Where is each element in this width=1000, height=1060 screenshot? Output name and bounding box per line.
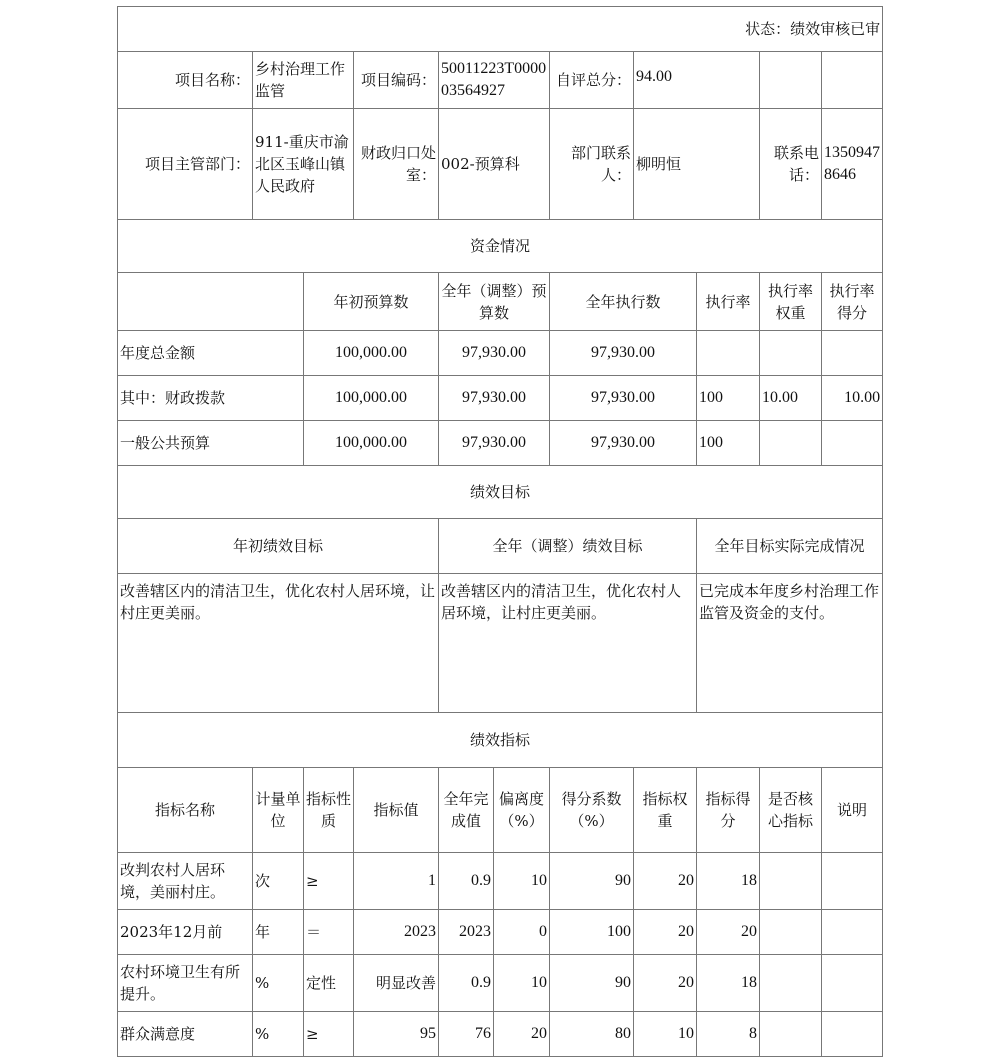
indicator-nature: ≥ — [304, 853, 354, 910]
project-name-value: 乡村治理工作监管 — [253, 52, 354, 109]
funds-row-label: 一般公共预算 — [118, 421, 304, 466]
indicator-score: 18 — [697, 955, 760, 1012]
goals-actual-text: 已完成本年度乡村治理工作监管及资金的支付。 — [697, 574, 883, 713]
indicators-section-title: 绩效指标 — [118, 713, 883, 768]
indicator-header-score: 指标得分 — [697, 768, 760, 853]
funds-row — [118, 331, 883, 376]
indicators-header-row — [118, 768, 883, 853]
funds-adjusted-value: 97,930.00 — [439, 421, 550, 466]
funds-header-initial: 年初预算数 — [304, 273, 439, 331]
indicator-weight: 10 — [634, 1012, 697, 1057]
indicator-weight: 20 — [634, 853, 697, 910]
funds-adjusted-value: 97,930.00 — [439, 331, 550, 376]
indicator-actual: 2023 — [439, 910, 494, 955]
indicator-header-unit: 计量单位 — [253, 768, 304, 853]
funds-executed-value: 97,930.00 — [550, 376, 697, 421]
goals-adjusted-header: 全年（调整）绩效目标 — [439, 519, 697, 574]
funds-header-blank — [118, 273, 304, 331]
funds-section-title: 资金情况 — [118, 220, 883, 273]
indicator-core — [760, 853, 822, 910]
self-score-value: 94.00 — [634, 52, 760, 109]
indicator-actual: 0.9 — [439, 955, 494, 1012]
indicator-row — [118, 853, 883, 910]
funds-score-value: 10.00 — [822, 376, 883, 421]
indicator-target: 明显改善 — [354, 955, 439, 1012]
funds-executed-value: 97,930.00 — [550, 421, 697, 466]
indicator-header-deviation: 偏离度（%） — [494, 768, 550, 853]
funds-score-value — [822, 421, 883, 466]
indicator-name: 群众满意度 — [118, 1012, 253, 1057]
department-row — [118, 109, 883, 220]
indicator-deviation: 0 — [494, 910, 550, 955]
self-score-label: 自评总分： — [550, 52, 634, 109]
indicator-coefficient: 100 — [550, 910, 634, 955]
funds-score-value — [822, 331, 883, 376]
contact-value: 柳明恒 — [634, 109, 760, 220]
indicator-unit: % — [253, 955, 304, 1012]
project-info-row — [118, 52, 883, 109]
indicator-target: 1 — [354, 853, 439, 910]
indicator-score: 8 — [697, 1012, 760, 1057]
phone-label: 联系电话： — [760, 109, 822, 220]
funds-header-rate: 执行率 — [697, 273, 760, 331]
funds-rate-value: 100 — [697, 421, 760, 466]
goals-section-title: 绩效目标 — [118, 466, 883, 519]
indicator-row — [118, 1012, 883, 1057]
indicator-header-nature: 指标性质 — [304, 768, 354, 853]
goals-initial-header: 年初绩效目标 — [118, 519, 439, 574]
empty-cell — [760, 52, 822, 109]
indicator-coefficient: 90 — [550, 955, 634, 1012]
funds-weight-value — [760, 421, 822, 466]
indicator-row — [118, 955, 883, 1012]
indicator-deviation: 20 — [494, 1012, 550, 1057]
indicator-header-coefficient: 得分系数（%） — [550, 768, 634, 853]
indicators-section-row — [118, 713, 883, 768]
funds-header-weight: 执行率权重 — [760, 273, 822, 331]
indicator-target: 95 — [354, 1012, 439, 1057]
empty-cell — [822, 52, 883, 109]
indicator-header-actual: 全年完成值 — [439, 768, 494, 853]
funds-row-label: 其中：财政拨款 — [118, 376, 304, 421]
goals-content-row — [118, 574, 883, 713]
project-code-label: 项目编码： — [354, 52, 439, 109]
indicator-nature: 定性 — [304, 955, 354, 1012]
indicator-name: 2023年12月前 — [118, 910, 253, 955]
contact-label: 部门联系人： — [550, 109, 634, 220]
goals-initial-text: 改善辖区内的清洁卫生，优化农村人居环境，让村庄更美丽。 — [118, 574, 439, 713]
dept-label: 项目主管部门： — [118, 109, 253, 220]
indicator-unit: % — [253, 1012, 304, 1057]
indicator-note — [822, 910, 883, 955]
indicator-note — [822, 955, 883, 1012]
funds-header-row — [118, 273, 883, 331]
indicator-core — [760, 955, 822, 1012]
indicator-header-core: 是否核心指标 — [760, 768, 822, 853]
dept-value: 911-重庆市渝北区玉峰山镇人民政府 — [253, 109, 354, 220]
performance-form-table — [117, 6, 883, 1057]
funds-header-executed: 全年执行数 — [550, 273, 697, 331]
project-name-label: 项目名称： — [118, 52, 253, 109]
indicator-core — [760, 1012, 822, 1057]
goals-section-row — [118, 466, 883, 519]
indicator-weight: 20 — [634, 910, 697, 955]
funds-header-score: 执行率得分 — [822, 273, 883, 331]
funds-initial-value: 100,000.00 — [304, 376, 439, 421]
indicator-row — [118, 910, 883, 955]
indicator-note — [822, 853, 883, 910]
indicator-target: 2023 — [354, 910, 439, 955]
indicator-unit: 次 — [253, 853, 304, 910]
indicator-name: 农村环境卫生有所提升。 — [118, 955, 253, 1012]
indicator-score: 18 — [697, 853, 760, 910]
indicator-name: 改判农村人居环境，美丽村庄。 — [118, 853, 253, 910]
indicator-score: 20 — [697, 910, 760, 955]
goals-header-row — [118, 519, 883, 574]
indicator-header-name: 指标名称 — [118, 768, 253, 853]
goals-actual-header: 全年目标实际完成情况 — [697, 519, 883, 574]
status-text: 状态：绩效审核已审 — [118, 7, 883, 52]
indicator-unit: 年 — [253, 910, 304, 955]
status-row — [118, 7, 883, 52]
indicator-coefficient: 80 — [550, 1012, 634, 1057]
funds-row — [118, 421, 883, 466]
goals-adjusted-text: 改善辖区内的清洁卫生，优化农村人居环境，让村庄更美丽。 — [439, 574, 697, 713]
phone-value: 13509478646 — [822, 109, 883, 220]
funds-section-row — [118, 220, 883, 273]
indicator-deviation: 10 — [494, 853, 550, 910]
indicator-nature: ＝ — [304, 910, 354, 955]
funds-adjusted-value: 97,930.00 — [439, 376, 550, 421]
finance-office-value: 002-预算科 — [439, 109, 550, 220]
funds-weight-value: 10.00 — [760, 376, 822, 421]
indicator-nature: ≥ — [304, 1012, 354, 1057]
indicator-core — [760, 910, 822, 955]
funds-executed-value: 97,930.00 — [550, 331, 697, 376]
indicator-note — [822, 1012, 883, 1057]
funds-row-label: 年度总金额 — [118, 331, 304, 376]
funds-rate-value: 100 — [697, 376, 760, 421]
indicator-header-weight: 指标权重 — [634, 768, 697, 853]
funds-initial-value: 100,000.00 — [304, 421, 439, 466]
funds-row — [118, 376, 883, 421]
indicator-actual: 76 — [439, 1012, 494, 1057]
indicator-weight: 20 — [634, 955, 697, 1012]
funds-header-adjusted: 全年（调整）预算数 — [439, 273, 550, 331]
indicator-header-note: 说明 — [822, 768, 883, 853]
funds-initial-value: 100,000.00 — [304, 331, 439, 376]
indicator-coefficient: 90 — [550, 853, 634, 910]
indicator-actual: 0.9 — [439, 853, 494, 910]
funds-weight-value — [760, 331, 822, 376]
funds-rate-value — [697, 331, 760, 376]
project-code-value: 50011223T000003564927 — [439, 52, 550, 109]
finance-office-label: 财政归口处室： — [354, 109, 439, 220]
indicator-header-target: 指标值 — [354, 768, 439, 853]
indicator-deviation: 10 — [494, 955, 550, 1012]
